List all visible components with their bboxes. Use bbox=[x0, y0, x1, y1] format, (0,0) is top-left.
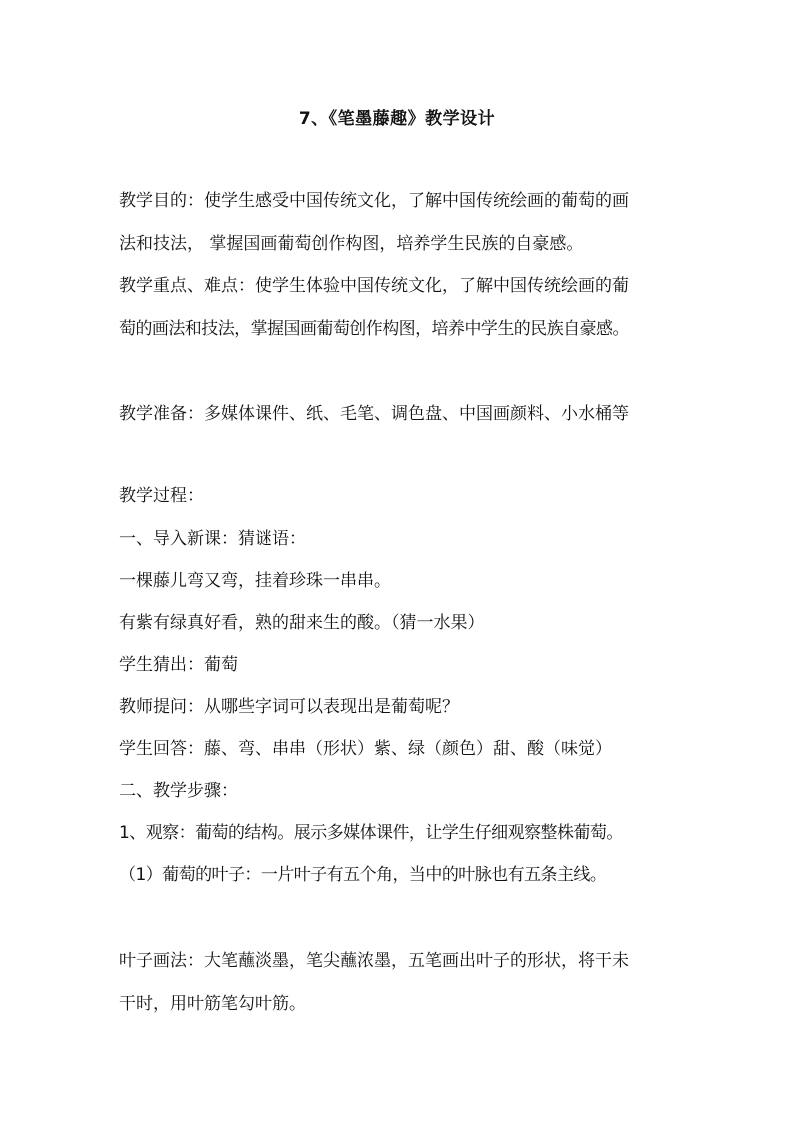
paragraph-line: 叶子画法：大笔蘸淡墨，笔尖蘸浓墨，五笔画出叶子的形状，将干未 bbox=[119, 951, 629, 971]
paragraph-line: （1）葡萄的叶子：一片叶子有五个角，当中的叶脉也有五条主线。 bbox=[119, 865, 607, 885]
paragraph-line: 一、导入新课：猜谜语： bbox=[119, 529, 306, 549]
paragraph-line: 教学准备：多媒体课件、纸、毛笔、调色盘、中国画颜料、小水桶等 bbox=[119, 404, 629, 424]
paragraph-line: 教学重点、难点：使学生体验中国传统文化，了解中国传统绘画的葡 bbox=[119, 276, 629, 296]
paragraph-line: 1、观察：葡萄的结构。展示多媒体课件，让学生仔细观察整株葡萄。 bbox=[119, 823, 623, 843]
paragraph-line: 有紫有绿真好看，熟的甜来生的酸。（猜一水果） bbox=[119, 613, 485, 633]
document-title: 7、《笔墨藤趣》教学设计 bbox=[298, 109, 496, 129]
paragraph-line: 教学过程： bbox=[119, 486, 204, 506]
paragraph-line: 法和技法， 掌握国画葡萄创作构图，培养学生民族的自豪感。 bbox=[119, 234, 584, 254]
paragraph-line: 二、教学步骤： bbox=[119, 781, 238, 801]
paragraph-line: 学生猜出：葡萄 bbox=[119, 655, 238, 675]
paragraph-line: 萄的画法和技法，掌握国画葡萄创作构图，培养中学生的民族自豪感。 bbox=[119, 319, 629, 339]
paragraph-line: 一棵藤儿弯又弯，挂着珍珠一串串。 bbox=[119, 571, 391, 591]
paragraph-line: 教师提问：从哪些字词可以表现出是葡萄呢？ bbox=[119, 697, 459, 717]
paragraph-line: 干时，用叶筋笔勾叶筋。 bbox=[119, 994, 306, 1014]
paragraph-line: 教学目的：使学生感受中国传统文化，了解中国传统绘画的葡萄的画 bbox=[119, 191, 629, 211]
paragraph-line: 学生回答：藤、弯、串串（形状）紫、绿（颜色）甜、酸（味觉） bbox=[119, 739, 612, 759]
